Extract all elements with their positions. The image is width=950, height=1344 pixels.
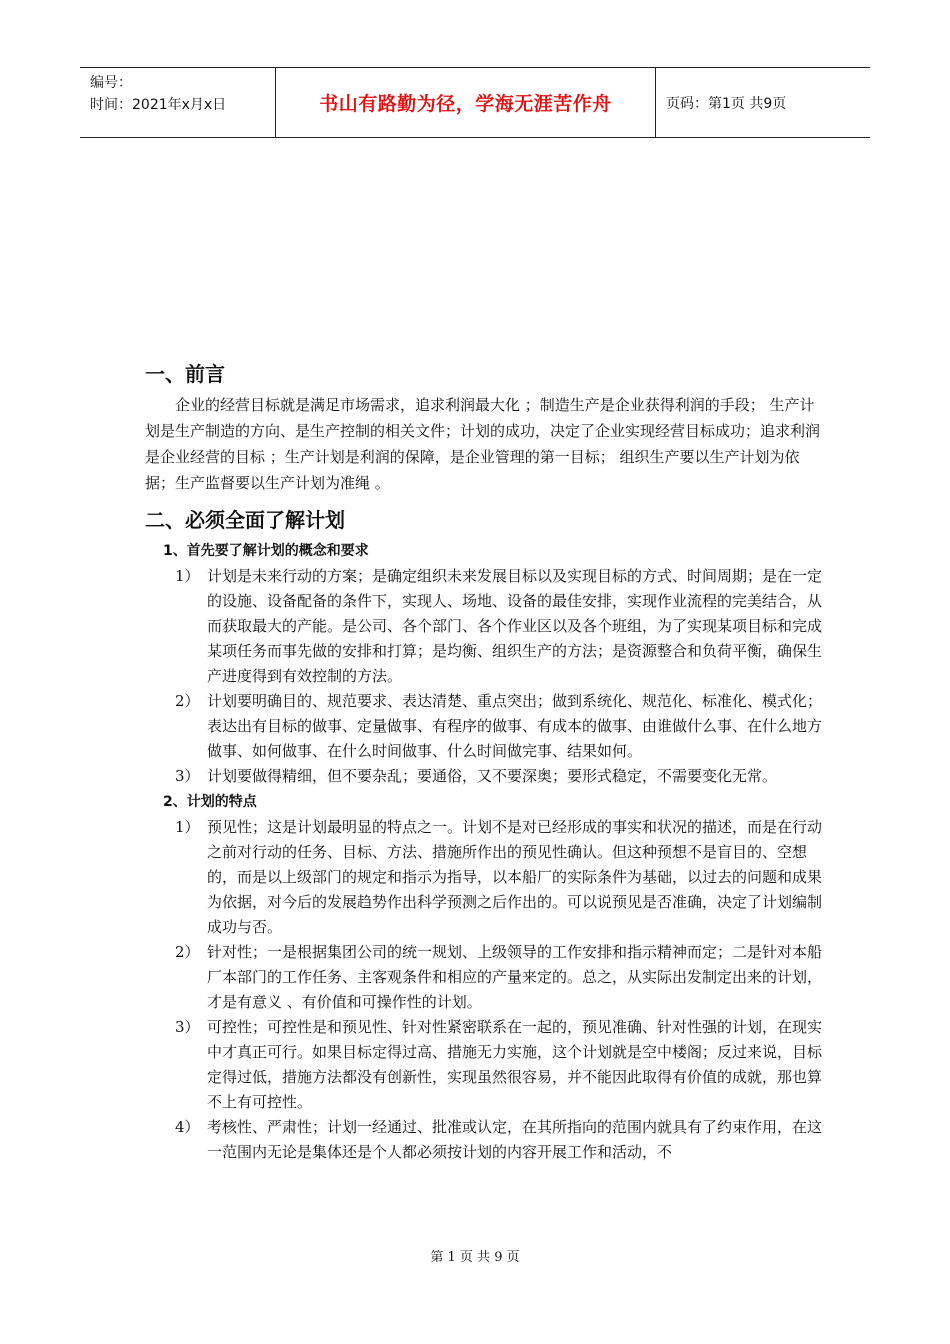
list-item-number: 3） xyxy=(175,1018,200,1036)
list-item xyxy=(145,764,825,789)
list-item-text: 针对性；一是根据集团公司的统一规划、上级领导的工作安排和指示精神而定；二是针对本船厂本部门的工作任务、主客观条件和相应的产量来定的。总之，从实际出发制定出来的计划，才是有意义 、有价值和可操作性的计划。 xyxy=(207,943,823,1011)
subsection-title-features: 2、计划的特点 xyxy=(163,794,257,810)
list-item-text: 计划要明确目的、规范要求、表达清楚、重点突出；做到系统化、规范化、标准化、模式化；表达出有目标的做事、定量做事、有程序的做事、有成本的做事、由谁做什么事、在什么地方做事、如何做事、在什么时间做事、什么时间做完事、结果如何。 xyxy=(207,692,823,760)
subsection-title-concept: 1、首先要了解计划的概念和要求 xyxy=(163,543,369,559)
document-number: 编号： xyxy=(90,75,132,91)
list-item-text: 计划要做得精细，但不要杂乱；要通俗，又不要深奥；要形式稳定，不需要变化无常。 xyxy=(207,767,778,785)
preface-paragraph: 企业的经营目标就是满足市场需求，追求利润最大化 ；制造生产是企业获得利润的手段； 生产计划是生产制造的方向、是生产控制的相关文件；计划的成功，决定了企业实现经营目标成功；追求利润是企业经营的目标 ；生产计划是利润的保障，是企业管理的第一目标； 组织生产要以生产计划为依据；生产监督要以生产计划为准绳 。 xyxy=(145,396,821,492)
document-body xyxy=(145,356,825,1165)
header-motto: 书山有路勤为径，学海无涯苦作舟 xyxy=(276,68,656,137)
page-footer: 第 1 页 共 9 页 xyxy=(430,1250,520,1265)
list-item xyxy=(145,1115,825,1165)
section-title-plan: 二、必须全面了解计划 xyxy=(145,508,345,532)
list-item xyxy=(145,1015,825,1115)
section-title-preface: 一、前言 xyxy=(145,362,225,386)
list-item xyxy=(145,940,825,1015)
list-item-text: 预见性；这是计划最明显的特点之一。计划不是对已经形成的事实和状况的描述，而是在行动之前对行动的任务、目标、方法、措施所作出的预见性确认。但这种预想不是盲目的、空想的，而是以上级部门的规定和指示为指导，以本船厂的实际条件为基础，以过去的问题和成果为依据，对今后的发展趋势作出科学预测之后作出的。可以说预见是否准确，决定了计划编制成功与否。 xyxy=(207,818,823,936)
list-item-text: 考核性、严肃性；计划一经通过、批准或认定，在其所指向的范围内就具有了约束作用，在这一范围内无论是集体还是个人都必须按计划的内容开展工作和活动，不 xyxy=(207,1118,823,1161)
list-item-text: 计划是未来行动的方案；是确定组织未来发展目标以及实现目标的方式、时间周期；是在一定的设施、设备配备的条件下，实现人、场地、设备的最佳安排，实现作业流程的完美结合，从而获取最大的产能。是公司、各个部门、各个作业区以及各个班组，为了实现某项目标和完成某项任务而事先做的安排和打算；是均衡、组织生产的方法；是资源整合和负荷平衡，确保生产进度得到有效控制的方法。 xyxy=(207,567,823,685)
header-meta xyxy=(80,68,276,137)
list-item xyxy=(145,815,825,940)
list-item-number: 1） xyxy=(175,818,200,836)
list-item xyxy=(145,564,825,689)
header-table xyxy=(80,67,870,138)
list-item-number: 1） xyxy=(175,567,200,585)
list-item-text: 可控性；可控性是和预见性、针对性紧密联系在一起的，预见准确、针对性强的计划，在现实中才真正可行。如果目标定得过高、措施无力实施，这个计划就是空中楼阁；反过来说，目标定得过低，措施方法都没有创新性，实现虽然很容易，并不能因此取得有价值的成就，那也算不上有可控性。 xyxy=(207,1018,823,1111)
list-item-number: 2） xyxy=(175,692,200,710)
list-item-number: 4） xyxy=(175,1118,200,1136)
header-page-info: 页码：第1页 共9页 xyxy=(666,95,787,112)
list-item-number: 3） xyxy=(175,767,200,785)
list-item-number: 2） xyxy=(175,943,200,961)
list-item xyxy=(145,689,825,764)
document-date: 时间：2021年x月x日 xyxy=(90,97,227,113)
